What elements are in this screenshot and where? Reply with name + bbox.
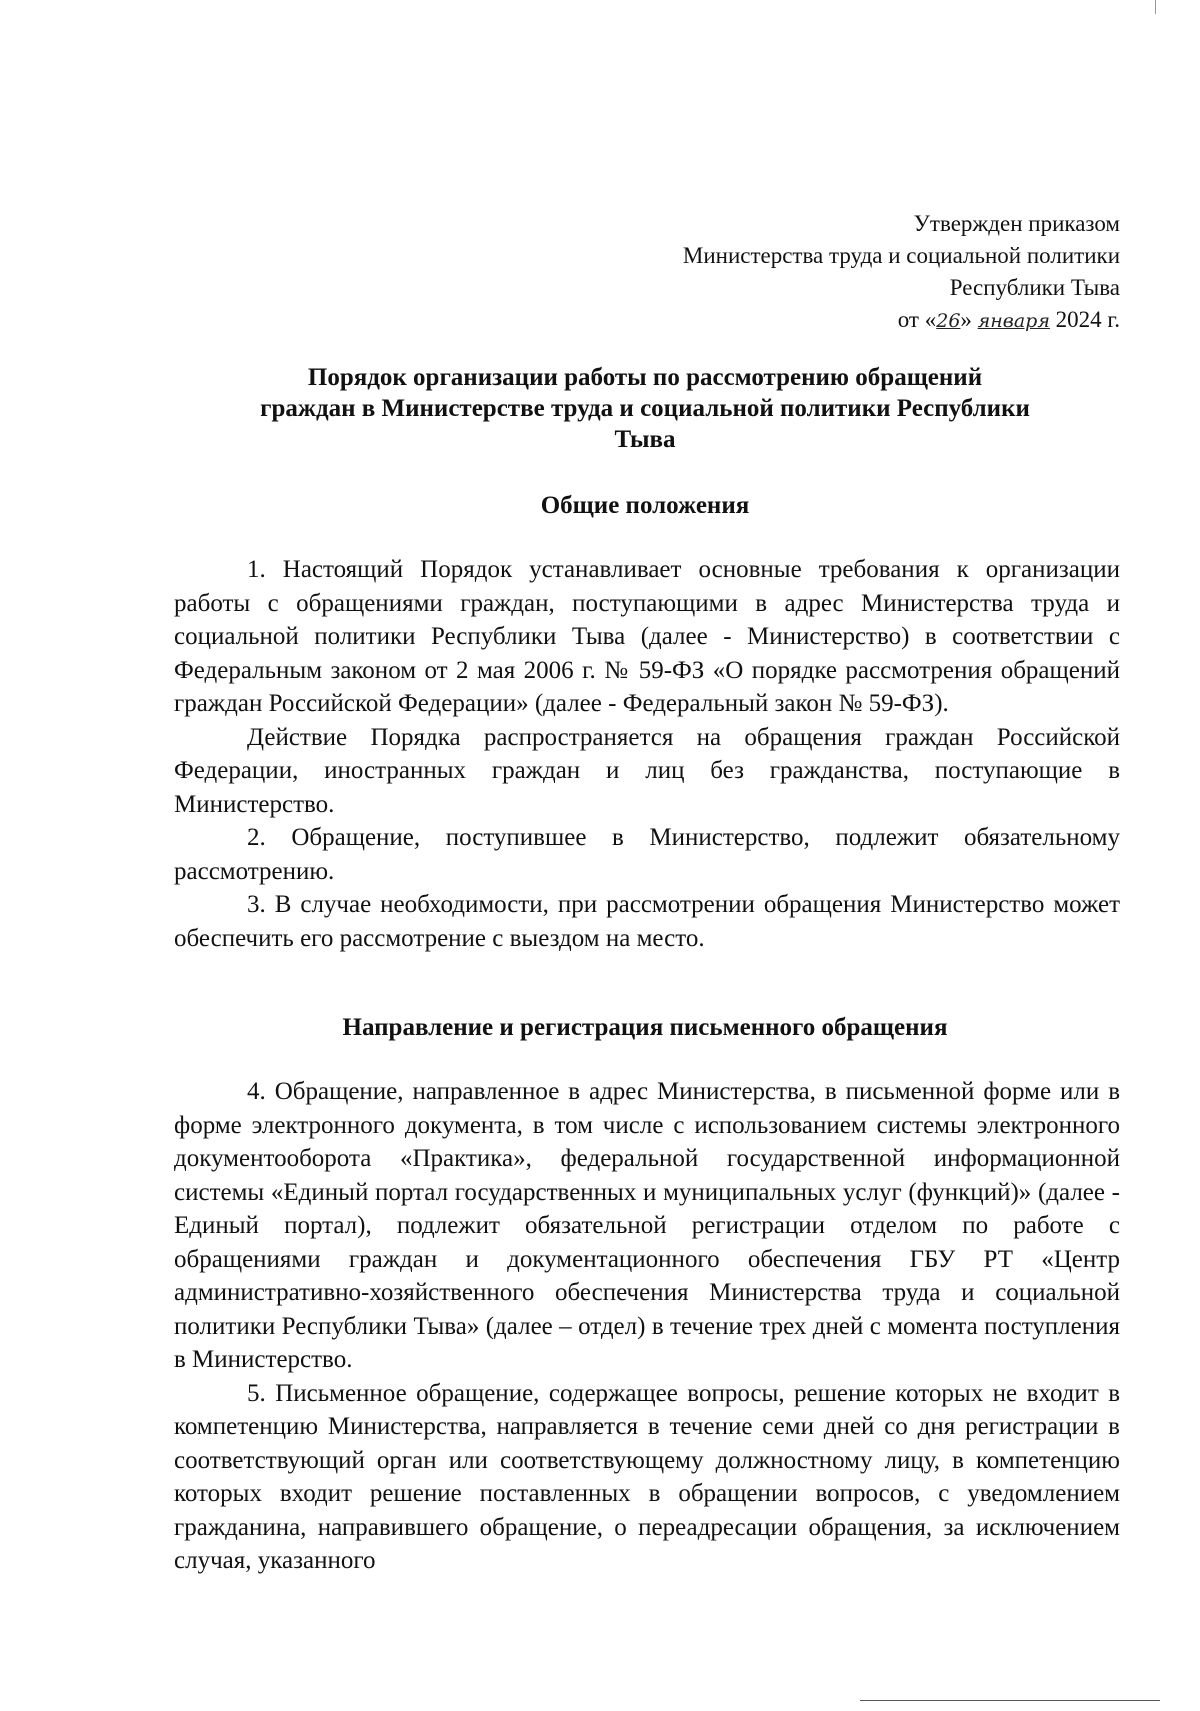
title-line-2: граждан в Министерстве труда и социальной политики Республики [260,395,1030,422]
paragraph-2: 2. Обращение, поступившее в Министерство, подлежит обязательному рассмотрению. [174,824,1120,885]
section-registration-body [174,1075,1120,1578]
paragraph-1: 1. Настоящий Порядок устанавливает основные требования к организации работы с обращениями граждан, поступающими в адрес Министерства труда и социальной политики Республики Тыва (далее - Министерство) в соответствии с Федеральным законом от 2 мая 2006 г. № 59-ФЗ «О порядке рассмотрения обращений граждан Российской Федерации» (далее - Федеральный закон № 59-ФЗ). [174,556,1120,717]
approval-date-line [600,304,1120,337]
approval-line-2: Министерства труда и социальной политики [682,243,1120,268]
approval-stamp-block [600,208,1120,337]
page-bottom-rule [860,1700,1160,1701]
document-title [170,362,1120,455]
approval-line-1: Утвержден приказом [913,211,1120,236]
date-prefix: от « [897,307,937,332]
paragraph-4: 4. Обращение, направленное в адрес Министерства, в письменной форме или в форме электронного документа, в том числе с использованием системы электронного документооборота «Практика», федеральной государственной информационной системы «Единый портал государственных и муниципальных услуг (функций)» (далее - Единый портал), подлежит обязательной регистрации отделом по работе с обращениями граждан и документационного обеспечения ГБУ РТ «Центр административно-хозяйственного обеспечения Министерства труда и социальной политики Республики Тыва» (далее – отдел) в течение трех дней с момента поступления в Министерство. [174,1078,1120,1373]
title-line-1: Порядок организации работы по рассмотрению обращений [307,364,983,391]
section-heading-registration: Направление и регистрация письменного обращения [342,1014,948,1041]
date-mid: » [960,307,978,332]
approval-line-3: Республики Тыва [949,275,1120,300]
date-suffix: 2024 г. [1049,307,1120,332]
scan-edge-mark [1155,0,1156,14]
paragraph-1-scope: Действие Порядка распространяется на обращения граждан Российской Федерации, иностранных граждан и лиц без гражданства, поступающие в Министерство. [174,723,1120,818]
paragraph-5: 5. Письменное обращение, содержащее вопросы, решение которых не входит в компетенцию Министерства, направляется в течение семи дней со дня регистрации в соответствующий орган или соответствующему должностному лицу, в компетенцию которых входит решение поставленных в обращении вопросов, с уведомлением гражданина, направившего обращение, о переадресации обращения, за исключением случая, указанного [174,1379,1120,1574]
handwritten-month: января [977,310,1050,332]
handwritten-day: 26 [936,310,961,332]
paragraph-3: 3. В случае необходимости, при рассмотрении обращения Министерство может обеспечить его рассмотрение с выездом на место. [174,891,1120,952]
section-heading-general: Общие положения [540,492,750,519]
section-general-body [174,553,1120,955]
title-line-3: Тыва [614,426,676,453]
